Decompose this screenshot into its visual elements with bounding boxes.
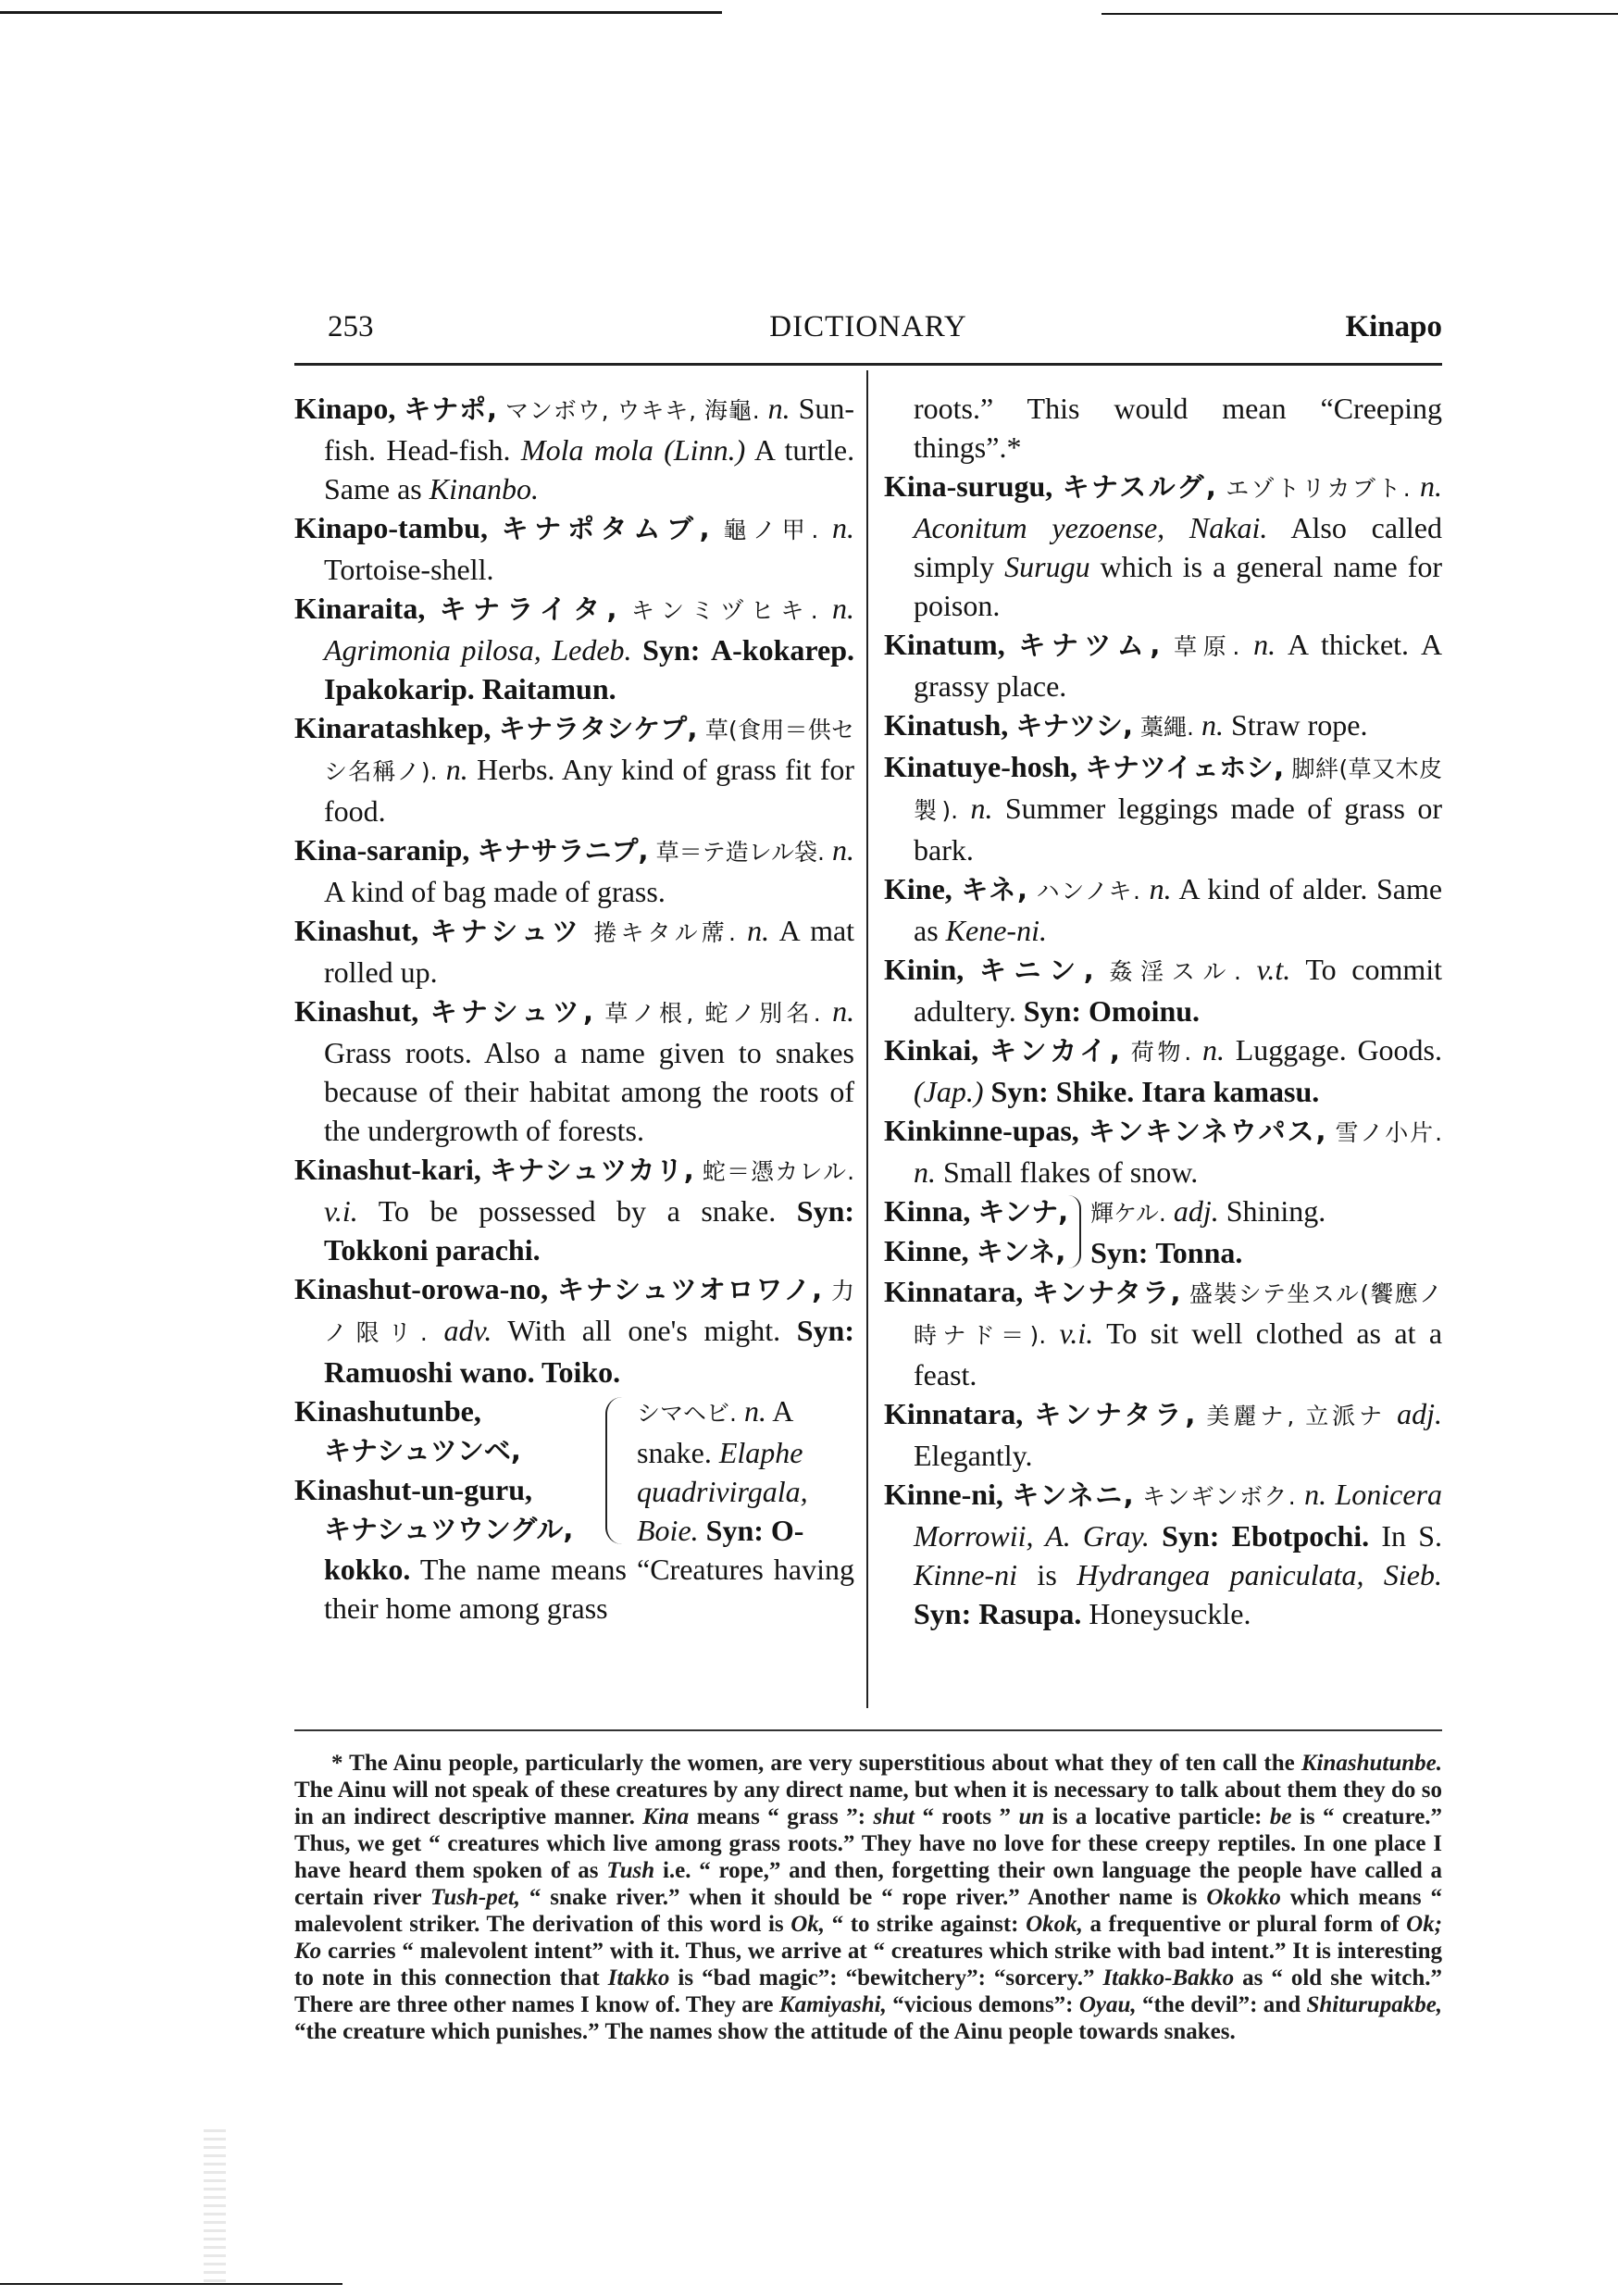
- headword: Kinashut,: [294, 994, 419, 1028]
- part-of-speech: adv.: [443, 1314, 492, 1347]
- katakana: キナポ,: [404, 393, 498, 425]
- katakana: キンネ,: [976, 1236, 1066, 1267]
- japanese-gloss: シマヘビ.: [637, 1400, 737, 1427]
- part-of-speech: n.: [970, 792, 993, 825]
- definition: To be possessed by a snake.: [378, 1194, 777, 1228]
- right-column: [884, 389, 1442, 1717]
- part-of-speech: n.: [767, 392, 790, 425]
- definition-tail: A turtle. Same as: [324, 433, 855, 505]
- japanese-gloss: 草＝テ造レル袋.: [655, 839, 826, 866]
- footnote-text: “the creature which punishes.” The names show the attitude of the Ainu people towards snakes.: [294, 2019, 1236, 2044]
- synonyms: O-: [770, 1514, 804, 1547]
- left-column: [294, 389, 854, 1717]
- footnote-text: “ roots ”: [922, 1804, 1012, 1829]
- latin-name: Mola mola: [520, 433, 653, 467]
- headword: Kinapo-tambu,: [294, 511, 488, 544]
- headword: Kinashut-un-guru,: [294, 1473, 532, 1506]
- footnote-text: “ snake river.” when it should be “ rope river.” Another name is: [529, 1885, 1198, 1910]
- synonym-label: Syn:: [796, 1314, 854, 1347]
- katakana: キナシュツ,: [429, 996, 594, 1028]
- part-of-speech: n.: [832, 511, 855, 544]
- footnote-term: Shiturupakbe,: [1306, 1992, 1443, 2017]
- footnote-text: which means “ malevolent striker. The derivation of this word is: [294, 1885, 1443, 1937]
- footnote-term: Oyau,: [1078, 1992, 1137, 2017]
- braced-definition: [1085, 1192, 1326, 1272]
- part-of-speech: n.: [1201, 1033, 1225, 1067]
- japanese-gloss: 荷物.: [1130, 1039, 1192, 1066]
- part-of-speech: n.: [1420, 469, 1443, 503]
- footnote-term: Kina: [642, 1804, 690, 1829]
- katakana: キナスルグ,: [1062, 471, 1216, 503]
- dictionary-entry: [294, 589, 854, 708]
- origin-note: (Jap.): [914, 1075, 984, 1108]
- synonym-label: Syn:: [1090, 1236, 1149, 1269]
- dictionary-entry: [294, 911, 854, 992]
- definition-tail: which is a general name for poison.: [914, 550, 1443, 622]
- footnote-term: Kinashutunbe.: [1301, 1751, 1442, 1776]
- headword: Kinne,: [884, 1234, 969, 1267]
- definition: Herbs. Any kind of grass fit for food.: [324, 753, 855, 828]
- katakana: キンネニ,: [1012, 1479, 1134, 1511]
- footnote-paragraph: [294, 1750, 1442, 2045]
- definition-tail: Honeysuckle.: [1089, 1597, 1251, 1630]
- katakana: キナツシ,: [1015, 710, 1134, 742]
- footnote-term: Kamiyashi,: [778, 1992, 887, 2017]
- footnote-text: a frequentive or plural form of: [1089, 1912, 1400, 1937]
- brace: [605, 1397, 624, 1544]
- headword: Kinaratashkep,: [294, 711, 492, 744]
- definition: Straw rope.: [1230, 708, 1368, 742]
- footnote-term: Ok,: [790, 1912, 826, 1937]
- dictionary-entry: [884, 1030, 1442, 1111]
- japanese-gloss: 蛇＝憑カレル.: [702, 1158, 855, 1185]
- dictionary-entry: [294, 992, 854, 1150]
- definition: A kind of alder. Same as: [914, 872, 1443, 947]
- katakana: キナシュツカリ,: [489, 1154, 694, 1186]
- part-of-speech: n.: [1253, 628, 1276, 661]
- footnote-term: Ok;: [1406, 1912, 1443, 1937]
- katakana: キナツイェホシ,: [1085, 752, 1285, 783]
- latin-name: Aconitum yezoense, Nakai.: [914, 511, 1268, 544]
- latin-name: Agrimonia pilosa, Ledeb.: [324, 633, 632, 667]
- japanese-gloss: 力ノ限リ.: [324, 1278, 855, 1346]
- cross-reference: Kinne-ni: [914, 1558, 1017, 1591]
- footnote-term: be: [1269, 1804, 1292, 1829]
- synonyms: Shike. Itara kamasu.: [1055, 1075, 1320, 1108]
- headword: Kina-saranip,: [294, 833, 470, 867]
- footnote-text: The Ainu will not speak of these creatures by any direct name, but when it is necessary to talk about them they do so in an indirect descriptive manner.: [294, 1778, 1442, 1829]
- latin-name: Hydrangea paniculata, Sieb.: [1077, 1558, 1443, 1591]
- katakana: キナポタムブ,: [501, 513, 710, 544]
- part-of-speech: n.: [914, 1155, 936, 1189]
- footnote-term: Tush: [606, 1858, 655, 1883]
- definition: Summer leggings made of grass or bark.: [914, 792, 1443, 867]
- dictionary-entry-braced: [884, 1192, 1442, 1272]
- japanese-gloss: 草ノ根, 蛇ノ別名.: [604, 1000, 821, 1027]
- dictionary-entry: [294, 508, 854, 589]
- headword: Kina-surugu,: [884, 469, 1053, 503]
- footnote-text: is a locative particle:: [1052, 1804, 1263, 1829]
- part-of-speech: v.i.: [1059, 1316, 1094, 1350]
- definition: Shining.: [1226, 1194, 1326, 1228]
- synonym-continuation: kokko.: [324, 1553, 411, 1586]
- part-of-speech: v.t.: [1256, 953, 1291, 986]
- guide-word: Kinapo: [1345, 310, 1442, 343]
- headword: Kinashut,: [294, 914, 419, 947]
- entry-continuation: [884, 389, 1442, 467]
- headword: Kinaraita,: [294, 592, 426, 625]
- katakana: キナライタ,: [439, 593, 617, 625]
- definition: To sit well clothed as at a feast.: [914, 1316, 1443, 1391]
- footnote-text: is “bad magic”: “bewitchery”: “sorcery.”: [678, 1965, 1095, 1990]
- page-number: 253: [328, 310, 374, 343]
- katakana: キナラタシケプ,: [498, 713, 698, 744]
- definition: A mat rolled up.: [324, 914, 855, 989]
- definition: A snake.: [637, 1394, 792, 1469]
- dictionary-entry: [884, 869, 1442, 950]
- scan-edge-line-right: [1101, 13, 1618, 15]
- part-of-speech: n.: [1149, 872, 1172, 905]
- footnote-term: Okokko: [1206, 1885, 1281, 1910]
- definition: To commit adultery.: [914, 953, 1443, 1028]
- dictionary-entry: [294, 1269, 854, 1391]
- headword: Kinatum,: [884, 628, 1005, 661]
- katakana: キンナ,: [977, 1196, 1069, 1228]
- part-of-speech: n.: [1304, 1478, 1327, 1511]
- scan-margin-speckle: [204, 2129, 226, 2287]
- dictionary-entry: [884, 1272, 1442, 1394]
- synonyms: Tokkoni parachi.: [324, 1233, 541, 1267]
- katakana: キナシュツウングル,: [324, 1514, 574, 1545]
- headword: Kinkai,: [884, 1033, 979, 1067]
- japanese-gloss: 美麗ナ, 立派ナ: [1206, 1403, 1387, 1429]
- part-of-speech: n.: [832, 833, 855, 867]
- footnote-text: means “ grass ”:: [696, 1804, 866, 1829]
- headword: Kinna,: [884, 1194, 971, 1228]
- katakana: キナツム,: [1018, 630, 1161, 661]
- synonyms: Omoinu.: [1089, 994, 1201, 1028]
- synonym-label: Syn:: [914, 1597, 972, 1630]
- japanese-gloss: 龜ノ甲.: [723, 517, 819, 543]
- footnote-text: “ to strike against:: [831, 1912, 1019, 1937]
- dictionary-entry: [884, 747, 1442, 869]
- japanese-gloss: キンギンボク.: [1142, 1483, 1296, 1510]
- part-of-speech: n.: [743, 1394, 766, 1428]
- headword: Kine,: [884, 872, 952, 905]
- part-of-speech: n.: [832, 994, 855, 1028]
- page-header: [294, 310, 1442, 356]
- katakana: キナサラニプ,: [477, 835, 649, 867]
- katakana: キネ,: [961, 874, 1028, 905]
- japanese-gloss: ハンノキ.: [1036, 878, 1140, 905]
- column-divider: [866, 370, 868, 1708]
- definition: A thicket. A grassy place.: [914, 628, 1443, 703]
- footnote-text: is “ creature.” Thus, we get “ creatures which live among grass roots.” They have no love for these creepy reptiles. In one place I have heard them spoken of as: [294, 1804, 1443, 1883]
- footnote-text: i.e. “ rope,” and then, forgetting their own language the people have called a certain river: [294, 1858, 1443, 1910]
- definition-connector: is: [1037, 1558, 1057, 1591]
- katakana: キンナタラ,: [1034, 1399, 1196, 1430]
- part-of-speech: adj.: [1397, 1397, 1443, 1430]
- headword: Kinashutunbe,: [294, 1394, 481, 1428]
- footnote-term: un: [1018, 1804, 1045, 1829]
- braced-headwords: [294, 1391, 600, 1550]
- definition: A kind of bag made of grass.: [324, 875, 666, 908]
- footnote-rule: [294, 1729, 1442, 1731]
- footnote-term: shut: [873, 1804, 915, 1829]
- headword: Kinashut-kari,: [294, 1153, 481, 1186]
- katakana: キンナタラ,: [1031, 1277, 1181, 1308]
- katakana: キンキンネウパス,: [1088, 1116, 1326, 1147]
- definition: Sun-fish. Head-fish.: [324, 392, 855, 467]
- dictionary-entry: [884, 705, 1442, 747]
- footnote-term: Ko: [294, 1939, 322, 1964]
- synonyms: Ebotpochi.: [1231, 1519, 1370, 1553]
- definition: Small flakes of snow.: [943, 1155, 1199, 1189]
- running-title: DICTIONARY: [769, 310, 967, 343]
- headword: Kinkinne-upas,: [884, 1114, 1079, 1147]
- dictionary-entry: [884, 1111, 1442, 1192]
- katakana: キナシュツンベ,: [324, 1435, 521, 1466]
- footnote-text: “the devil”: and: [1142, 1992, 1301, 2017]
- part-of-speech: n.: [1201, 708, 1224, 742]
- footnote-text: carries “ malevolent intent” with it. Thus, we arrive at “ creatures which strike with bad intent.” It is interesting to note in this connection that: [294, 1939, 1443, 1990]
- dictionary-entry: [884, 467, 1442, 625]
- latin-name: Lonicera Morrowii, A. Gray.: [914, 1478, 1443, 1553]
- header-rule: [294, 363, 1442, 366]
- synonym-label: Syn:: [705, 1514, 764, 1547]
- japanese-gloss: 輝ケル.: [1090, 1200, 1166, 1227]
- synonym-label: Syn:: [642, 633, 701, 667]
- dictionary-entry: [294, 830, 854, 911]
- entry-continuation: [294, 1550, 854, 1628]
- synonym-label: Syn:: [990, 1075, 1049, 1108]
- definition: In S.: [1381, 1519, 1443, 1553]
- footnote-text: * The Ainu people, particularly the women, are very superstitious about what they of ten call the: [331, 1751, 1295, 1776]
- dictionary-entry: [884, 1394, 1442, 1475]
- japanese-gloss: キンミヅヒキ.: [630, 597, 818, 624]
- katakana: キンカイ,: [989, 1035, 1120, 1067]
- dictionary-entry: [884, 625, 1442, 705]
- dictionary-entry: [294, 708, 854, 830]
- headword: Kinatush,: [884, 708, 1009, 742]
- part-of-speech: v.i.: [324, 1194, 358, 1228]
- footnote-term: Itakko: [607, 1965, 670, 1990]
- part-of-speech: n.: [445, 753, 468, 786]
- scan-bottom-line: [0, 2283, 342, 2285]
- definition: Grass roots. Also a name given to snakes because of their habitat among the roots of the undergrowth of forests.: [324, 1036, 854, 1147]
- dictionary-entry: [294, 389, 854, 508]
- definition: Tortoise-shell.: [324, 553, 494, 586]
- brace: [1068, 1195, 1081, 1268]
- definition-tail: The name means “Creatures having their home among grass: [324, 1553, 855, 1625]
- headword: Kinashut-orowa-no,: [294, 1272, 549, 1305]
- part-of-speech: adj.: [1173, 1194, 1219, 1228]
- katakana: キナシュツオロワノ,: [556, 1274, 823, 1305]
- dictionary-entry: [884, 950, 1442, 1030]
- dictionary-entry: [294, 1150, 854, 1269]
- dictionary-entry-braced: [294, 1391, 854, 1550]
- dictionary-entry: [884, 1475, 1442, 1633]
- japanese-gloss: マンボウ, ウキキ, 海龜.: [504, 397, 760, 424]
- definition: With all one's might.: [507, 1314, 781, 1347]
- part-of-speech: n.: [747, 914, 770, 947]
- headword: Kinnatara,: [884, 1397, 1024, 1430]
- footnote-text: “vicious demons”:: [892, 1992, 1074, 2017]
- part-of-speech: n.: [832, 592, 854, 625]
- headword: Kinnatara,: [884, 1275, 1024, 1308]
- headword: Kinatuye-hosh,: [884, 750, 1077, 783]
- synonyms: Ramuoshi wano. Toiko.: [324, 1355, 621, 1389]
- latin-name: Elaphe quadrivirgala, Boie.: [637, 1436, 808, 1547]
- definition: Luggage. Goods.: [1235, 1033, 1443, 1067]
- katakana: キニン,: [978, 955, 1094, 986]
- synonyms: Rasupa.: [978, 1597, 1082, 1630]
- japanese-gloss: 盛裝シテ坐スル(饗應ノ時ナド＝).: [914, 1280, 1443, 1349]
- japanese-gloss: エゾトリカブト.: [1226, 475, 1411, 502]
- synonym-label: Syn:: [1162, 1519, 1220, 1553]
- braced-headwords: [884, 1192, 1068, 1272]
- japanese-gloss: 捲キタル蓆.: [593, 919, 736, 946]
- footnote-term: Tush-pet,: [430, 1885, 521, 1910]
- japanese-gloss: 藁繩.: [1140, 714, 1194, 741]
- synonyms: A-kokarep. Ipakokarip. Raitamun.: [324, 633, 854, 705]
- footnote-term: Okok,: [1026, 1912, 1083, 1937]
- braced-definition: [637, 1391, 854, 1550]
- japanese-gloss: 草原.: [1174, 633, 1240, 660]
- cross-reference: Kene-ni.: [945, 914, 1047, 947]
- cross-reference: Kinanbo.: [429, 472, 539, 505]
- headword: Kinapo,: [294, 392, 396, 425]
- footnote: [294, 1750, 1442, 2045]
- synonyms: Tonna.: [1155, 1236, 1243, 1269]
- cross-reference: Surugu: [1004, 550, 1090, 583]
- definition-continuation: roots.” This would mean “Creeping things”.*: [914, 392, 1442, 464]
- footnote-term: Itakko-Bakko: [1102, 1965, 1235, 1990]
- japanese-gloss: 姦淫スル.: [1109, 958, 1241, 985]
- synonym-label: Syn:: [796, 1194, 855, 1228]
- japanese-gloss: 脚絆(草又木皮製).: [914, 755, 1442, 824]
- katakana: キナシュツ: [429, 916, 583, 947]
- footnote-text: as “ old she witch.” There are three other names I know of. They are: [294, 1965, 1443, 2017]
- latin-authority: (Linn.): [664, 433, 746, 467]
- headword: Kinne-ni,: [884, 1478, 1003, 1511]
- scan-edge-line: [0, 11, 722, 14]
- japanese-gloss: 雪ノ小片.: [1335, 1119, 1443, 1146]
- synonym-label: Syn:: [1023, 994, 1082, 1028]
- headword: Kinin,: [884, 953, 965, 986]
- definition: Elegantly.: [914, 1439, 1033, 1472]
- definition: Also called simply: [914, 511, 1442, 583]
- japanese-gloss: 草(食用＝供セシ名稱ノ).: [324, 717, 855, 785]
